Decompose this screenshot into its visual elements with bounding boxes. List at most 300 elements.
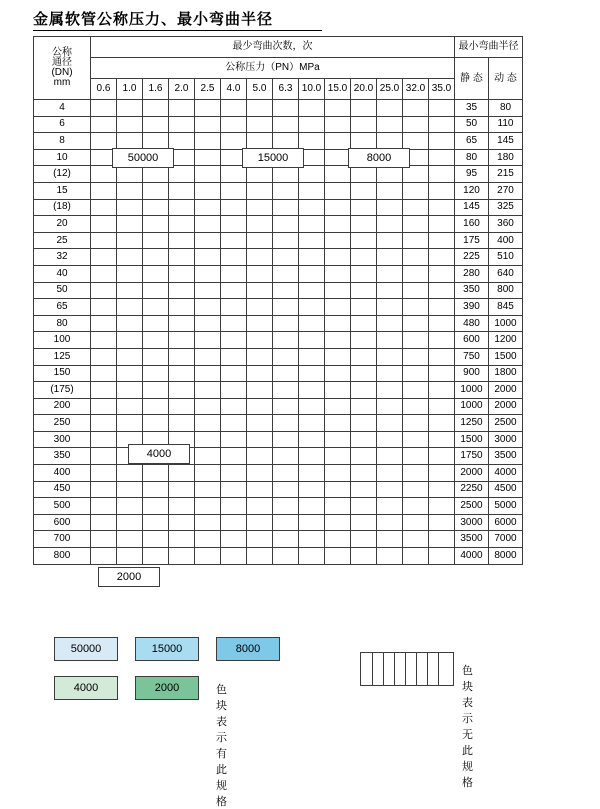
cell-(18)-0.6 [91,199,117,216]
cell-(18)-25.0 [377,199,403,216]
cell-200-32.0 [403,398,429,415]
legend-swatch-50000: 50000 [54,637,118,661]
cell-150-2.5 [195,365,221,382]
cell-125-2.5 [195,348,221,365]
cell-15-20.0 [351,182,377,199]
cell-300-6.3 [273,431,299,448]
dn-value: 800 [34,548,91,565]
cell-65-35.0 [429,299,455,316]
cell-300-35.0 [429,431,455,448]
cell-4-2.5 [195,100,221,117]
pressure-col-1.6: 1.6 [143,79,169,100]
dynamic-radius-value: 270 [489,182,523,199]
cell-15-2.0 [169,182,195,199]
header-row-3 [34,79,523,100]
cell-8-6.3 [273,133,299,150]
cell-15-4.0 [221,182,247,199]
cell-500-1.0 [117,498,143,515]
cell-450-2.5 [195,481,221,498]
static-radius-value: 390 [455,299,489,316]
cell-10-15.0 [325,149,351,166]
static-radius-value: 95 [455,166,489,183]
cell-(175)-15.0 [325,382,351,399]
dn-value: (18) [34,199,91,216]
cell-100-0.6 [91,332,117,349]
cell-4-15.0 [325,100,351,117]
cell-150-20.0 [351,365,377,382]
cell-50-10.0 [299,282,325,299]
cell-4-2.0 [169,100,195,117]
cell-400-20.0 [351,465,377,482]
cell-150-5.0 [247,365,273,382]
cell-400-1.0 [117,465,143,482]
cell-25-6.3 [273,232,299,249]
cell-50-32.0 [403,282,429,299]
pressure-col-4.0: 4.0 [221,79,247,100]
table-row [34,282,523,299]
cell-450-1.6 [143,481,169,498]
dn-value: 15 [34,182,91,199]
dn-value: 50 [34,282,91,299]
cell-125-4.0 [221,348,247,365]
dn-value: 80 [34,315,91,332]
dynamic-radius-value: 510 [489,249,523,266]
cell-32-32.0 [403,249,429,266]
cell-800-4.0 [221,548,247,565]
dn-header [34,37,91,100]
cell-700-25.0 [377,531,403,548]
legend-swatch-15000: 15000 [135,637,199,661]
dynamic-radius-value: 2000 [489,398,523,415]
cell-450-32.0 [403,481,429,498]
cell-300-20.0 [351,431,377,448]
cell-125-5.0 [247,348,273,365]
table-row [34,448,523,465]
dynamic-radius-value: 325 [489,199,523,216]
cell-25-35.0 [429,232,455,249]
cell-500-5.0 [247,498,273,515]
cell-20-10.0 [299,216,325,233]
table-row [34,531,523,548]
cell-400-35.0 [429,465,455,482]
cell-600-0.6 [91,514,117,531]
cell-40-5.0 [247,265,273,282]
static-radius-value: 175 [455,232,489,249]
cell-250-25.0 [377,415,403,432]
dn-value: 10 [34,149,91,166]
cell-125-2.0 [169,348,195,365]
cell-150-35.0 [429,365,455,382]
cell-65-2.5 [195,299,221,316]
dynamic-radius-value: 845 [489,299,523,316]
cell-25-4.0 [221,232,247,249]
cell-(12)-25.0 [377,166,403,183]
table-row [34,166,523,183]
cell-15-35.0 [429,182,455,199]
cell-700-2.0 [169,531,195,548]
cell-300-15.0 [325,431,351,448]
cell-(175)-0.6 [91,382,117,399]
cell-600-10.0 [299,514,325,531]
cell-150-32.0 [403,365,429,382]
table-row [34,249,523,266]
table-row [34,398,523,415]
cell-15-1.6 [143,182,169,199]
cell-32-4.0 [221,249,247,266]
cell-700-32.0 [403,531,429,548]
cell-4-32.0 [403,100,429,117]
static-radius-value: 600 [455,332,489,349]
cell-400-2.5 [195,465,221,482]
cell-400-4.0 [221,465,247,482]
cell-40-2.5 [195,265,221,282]
cell-32-1.6 [143,249,169,266]
cell-125-10.0 [299,348,325,365]
dn-header-line1: 公称 [52,47,72,58]
cell-8-20.0 [351,133,377,150]
cell-400-5.0 [247,465,273,482]
cell-150-10.0 [299,365,325,382]
cell-500-25.0 [377,498,403,515]
cell-300-2.5 [195,431,221,448]
dynamic-radius-header: 动 态 [489,58,523,100]
cell-200-10.0 [299,398,325,415]
cell-8-2.5 [195,133,221,150]
cell-25-15.0 [325,232,351,249]
cell-200-35.0 [429,398,455,415]
static-radius-value: 480 [455,315,489,332]
cell-20-6.3 [273,216,299,233]
cell-40-2.0 [169,265,195,282]
cell-125-1.0 [117,348,143,365]
dynamic-radius-value: 4500 [489,481,523,498]
cell-400-25.0 [377,465,403,482]
table-row [34,182,523,199]
cell-25-2.5 [195,232,221,249]
cell-450-25.0 [377,481,403,498]
cell-500-0.6 [91,498,117,515]
page-title: 金属软管公称压力、最小弯曲半径 [33,10,274,28]
cell-600-1.6 [143,514,169,531]
cell-700-6.3 [273,531,299,548]
cell-6-2.0 [169,116,195,133]
pressure-col-10.0: 10.0 [299,79,325,100]
cell-32-0.6 [91,249,117,266]
cell-20-4.0 [221,216,247,233]
cell-100-6.3 [273,332,299,349]
cell-20-35.0 [429,216,455,233]
dynamic-radius-value: 6000 [489,514,523,531]
cell-6-0.6 [91,116,117,133]
cell-50-1.0 [117,282,143,299]
table-row [34,382,523,399]
table-row [34,299,523,316]
cell-700-1.0 [117,531,143,548]
cell-8-0.6 [91,133,117,150]
static-radius-header: 静 态 [455,58,489,100]
cell-100-5.0 [247,332,273,349]
cell-800-0.6 [91,548,117,565]
cell-600-6.3 [273,514,299,531]
cell-200-2.5 [195,398,221,415]
static-radius-value: 80 [455,149,489,166]
cell-200-5.0 [247,398,273,415]
cell-500-4.0 [221,498,247,515]
cell-100-2.5 [195,332,221,349]
table-row [34,232,523,249]
cell-300-10.0 [299,431,325,448]
static-radius-value: 160 [455,216,489,233]
table-row [34,332,523,349]
static-radius-value: 50 [455,116,489,133]
cell-20-2.5 [195,216,221,233]
cell-700-35.0 [429,531,455,548]
cell-(175)-5.0 [247,382,273,399]
cell-300-32.0 [403,431,429,448]
cell-200-1.0 [117,398,143,415]
cell-20-1.6 [143,216,169,233]
dn-value: 350 [34,448,91,465]
cell-600-5.0 [247,514,273,531]
dynamic-radius-value: 2500 [489,415,523,432]
cell-450-5.0 [247,481,273,498]
cell-500-2.5 [195,498,221,515]
cell-100-25.0 [377,332,403,349]
cell-(18)-20.0 [351,199,377,216]
cell-100-20.0 [351,332,377,349]
bend-radius-header: 最小弯曲半径 [455,37,523,58]
cell-50-5.0 [247,282,273,299]
cell-700-15.0 [325,531,351,548]
cell-15-1.0 [117,182,143,199]
cell-50-4.0 [221,282,247,299]
cell-(12)-4.0 [221,166,247,183]
cell-(175)-6.3 [273,382,299,399]
cell-100-2.0 [169,332,195,349]
table-row [34,216,523,233]
cell-15-2.5 [195,182,221,199]
cell-800-5.0 [247,548,273,565]
cell-15-25.0 [377,182,403,199]
cell-250-5.0 [247,415,273,432]
cell-65-6.3 [273,299,299,316]
cell-40-25.0 [377,265,403,282]
cell-32-20.0 [351,249,377,266]
cell-(12)-2.0 [169,166,195,183]
cell-(175)-4.0 [221,382,247,399]
legend-swatch-8000: 8000 [216,637,280,661]
cell-600-2.0 [169,514,195,531]
cell-6-10.0 [299,116,325,133]
pressure-col-1.0: 1.0 [117,79,143,100]
cell-700-2.5 [195,531,221,548]
cell-700-1.6 [143,531,169,548]
cell-450-10.0 [299,481,325,498]
cell-500-6.3 [273,498,299,515]
cell-80-25.0 [377,315,403,332]
dn-value: 8 [34,133,91,150]
dn-value: 200 [34,398,91,415]
table-row [34,365,523,382]
table-row [34,481,523,498]
cell-(18)-35.0 [429,199,455,216]
cell-450-35.0 [429,481,455,498]
dynamic-radius-value: 3500 [489,448,523,465]
cell-4-20.0 [351,100,377,117]
cell-250-2.0 [169,415,195,432]
cell-250-10.0 [299,415,325,432]
cell-(18)-5.0 [247,199,273,216]
cell-200-2.0 [169,398,195,415]
static-radius-value: 3500 [455,531,489,548]
cell-8-1.6 [143,133,169,150]
static-radius-value: 120 [455,182,489,199]
cell-8-35.0 [429,133,455,150]
cell-600-15.0 [325,514,351,531]
cell-8-25.0 [377,133,403,150]
pressure-col-5.0: 5.0 [247,79,273,100]
dynamic-radius-value: 5000 [489,498,523,515]
cell-65-5.0 [247,299,273,316]
cell-500-35.0 [429,498,455,515]
cell-(12)-20.0 [351,166,377,183]
cell-4-6.3 [273,100,299,117]
table-row [34,498,523,515]
static-radius-value: 1000 [455,398,489,415]
cell-15-0.6 [91,182,117,199]
cell-65-25.0 [377,299,403,316]
cell-500-2.0 [169,498,195,515]
cell-450-15.0 [325,481,351,498]
cell-80-32.0 [403,315,429,332]
cell-150-0.6 [91,365,117,382]
cell-150-1.6 [143,365,169,382]
dn-value: 40 [34,265,91,282]
cell-65-2.0 [169,299,195,316]
cell-800-2.0 [169,548,195,565]
cell-(18)-1.6 [143,199,169,216]
cell-450-0.6 [91,481,117,498]
dn-value: (12) [34,166,91,183]
cell-250-32.0 [403,415,429,432]
cell-8-1.0 [117,133,143,150]
cell-25-32.0 [403,232,429,249]
static-radius-value: 145 [455,199,489,216]
cell-250-0.6 [91,415,117,432]
cell-350-2.5 [195,448,221,465]
cell-40-10.0 [299,265,325,282]
cell-32-2.5 [195,249,221,266]
cell-65-32.0 [403,299,429,316]
cell-50-1.6 [143,282,169,299]
cell-800-10.0 [299,548,325,565]
cell-150-25.0 [377,365,403,382]
dn-header-line3: (DN) [51,67,73,78]
cell-400-10.0 [299,465,325,482]
cell-40-1.6 [143,265,169,282]
cell-700-20.0 [351,531,377,548]
cell-125-20.0 [351,348,377,365]
cell-125-25.0 [377,348,403,365]
cell-500-15.0 [325,498,351,515]
dynamic-radius-value: 4000 [489,465,523,482]
cell-6-35.0 [429,116,455,133]
cell-250-4.0 [221,415,247,432]
callout-50000: 50000 [112,148,174,168]
cell-(18)-1.0 [117,199,143,216]
cell-(175)-25.0 [377,382,403,399]
static-radius-value: 65 [455,133,489,150]
cell-400-0.6 [91,465,117,482]
dn-value: 25 [34,232,91,249]
cell-600-1.0 [117,514,143,531]
cell-15-15.0 [325,182,351,199]
dynamic-radius-value: 1200 [489,332,523,349]
cell-15-32.0 [403,182,429,199]
header-row-1 [34,37,523,58]
cell-(12)-35.0 [429,166,455,183]
pressure-header: 公称压力（PN）MPa [91,58,455,79]
cell-80-4.0 [221,315,247,332]
callout-8000: 8000 [348,148,410,168]
dn-value: 600 [34,514,91,531]
cell-50-6.3 [273,282,299,299]
dynamic-radius-value: 360 [489,216,523,233]
cell-4-5.0 [247,100,273,117]
cell-25-1.6 [143,232,169,249]
header-row-2 [34,58,523,79]
cell-250-1.0 [117,415,143,432]
cell-200-25.0 [377,398,403,415]
dynamic-radius-value: 80 [489,100,523,117]
cell-150-2.0 [169,365,195,382]
cell-10-2.5 [195,149,221,166]
table-row [34,514,523,531]
cell-25-5.0 [247,232,273,249]
cell-25-20.0 [351,232,377,249]
cell-20-15.0 [325,216,351,233]
cell-400-32.0 [403,465,429,482]
cell-50-20.0 [351,282,377,299]
cell-600-20.0 [351,514,377,531]
cell-40-1.0 [117,265,143,282]
dn-header-line4: mm [53,77,71,88]
cell-50-15.0 [325,282,351,299]
cell-450-4.0 [221,481,247,498]
table-row [34,133,523,150]
cell-200-1.6 [143,398,169,415]
cell-100-15.0 [325,332,351,349]
cell-65-10.0 [299,299,325,316]
cell-600-25.0 [377,514,403,531]
cell-150-1.0 [117,365,143,382]
cell-(18)-4.0 [221,199,247,216]
cell-80-1.0 [117,315,143,332]
table-row [34,348,523,365]
static-radius-value: 900 [455,365,489,382]
table-row [34,199,523,216]
cell-8-5.0 [247,133,273,150]
pressure-col-0.6: 0.6 [91,79,117,100]
cell-(18)-2.5 [195,199,221,216]
cell-800-15.0 [325,548,351,565]
cell-400-2.0 [169,465,195,482]
cell-350-10.0 [299,448,325,465]
callout-2000: 2000 [98,567,160,587]
cell-300-4.0 [221,431,247,448]
legend-swatch-2000: 2000 [135,676,199,700]
dn-value: 65 [34,299,91,316]
